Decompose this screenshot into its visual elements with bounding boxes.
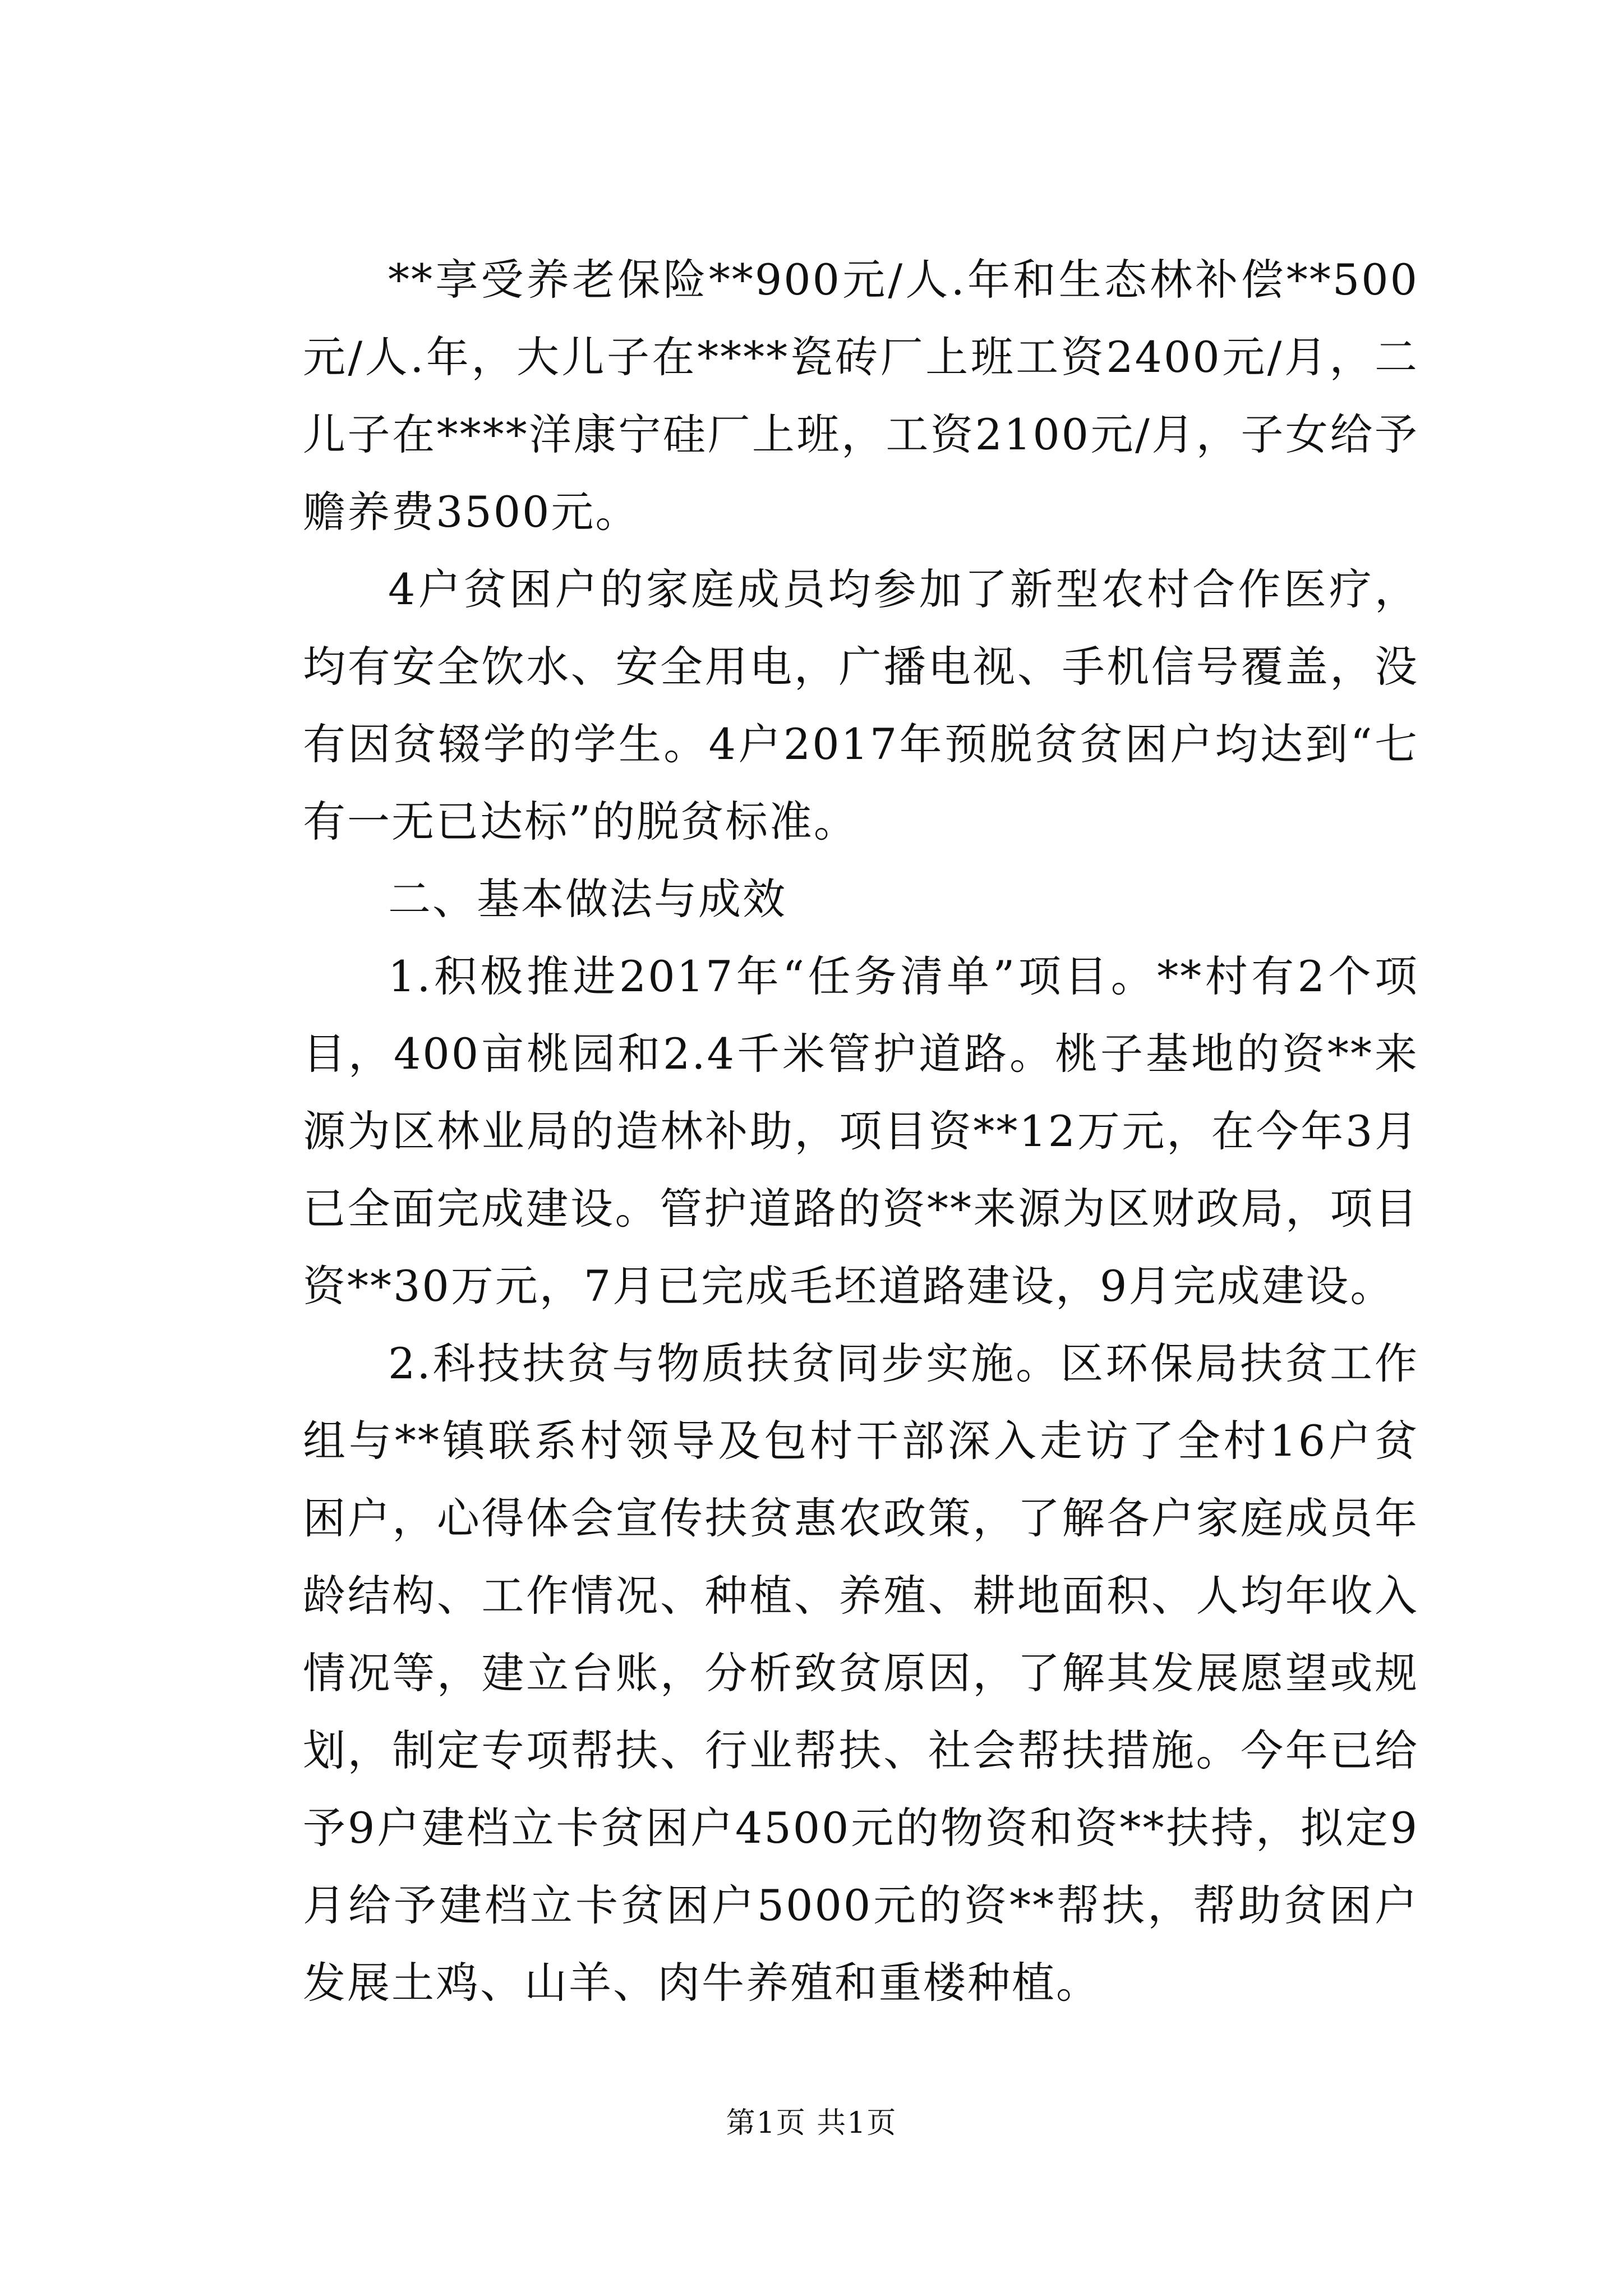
paragraph-tech-material-aid: 2.科技扶贫与物质扶贫同步实施。区环保局扶贫工作组与**镇联系村领导及包村干部深入走访了全村16户贫困户，心得体会宣传扶贫惠农政策，了解各户家庭成员年龄结构、工作情况、种植、养殖、耕地面积、人均年收入情况等，建立台账，分析致贫原因，了解其发展愿望或规划，制定专项帮扶、行业帮扶、社会帮扶措施。今年已给予9户建档立卡贫困户4500元的物资和资**扶持，拟定9月给予建档立卡贫困户5000元的资**帮扶，帮助贫困户发展土鸡、山羊、肉牛养殖和重楼种植。 (303, 1338, 1419, 2008)
section-heading-methods: 二、基本做法与成效 (388, 874, 787, 924)
page-footer: 第1页 共1页 (726, 2106, 897, 2140)
document-body (303, 241, 1419, 2022)
paragraph-task-list-projects: 1.积极推进2017年“任务清单”项目。**村有2个项目，400亩桃园和2.4千米管护道路。桃子基地的资**来源为区林业局的造林补助，项目资**12万元，在今年3月已全面完成建设。管护道路的资**来源为区财政局，项目资**30万元，7月已完成毛坯道路建设，9月完成建设。 (303, 951, 1419, 1311)
paragraph-pension-income: **享受养老保险**900元/人.年和生态林补偿**500元/人.年，大儿子在****瓷砖厂上班工资2400元/月，二儿子在****洋康宁硅厂上班，工资2100元/月，子女给予赡养费3500元。 (303, 255, 1419, 537)
paragraph-poverty-standard: 4户贫困户的家庭成员均参加了新型农村合作医疗，均有安全饮水、安全用电，广播电视、手机信号覆盖，没有因贫辍学的学生。4户2017年预脱贫贫困户均达到“七有一无已达标”的脱贫标准。 (303, 564, 1419, 846)
